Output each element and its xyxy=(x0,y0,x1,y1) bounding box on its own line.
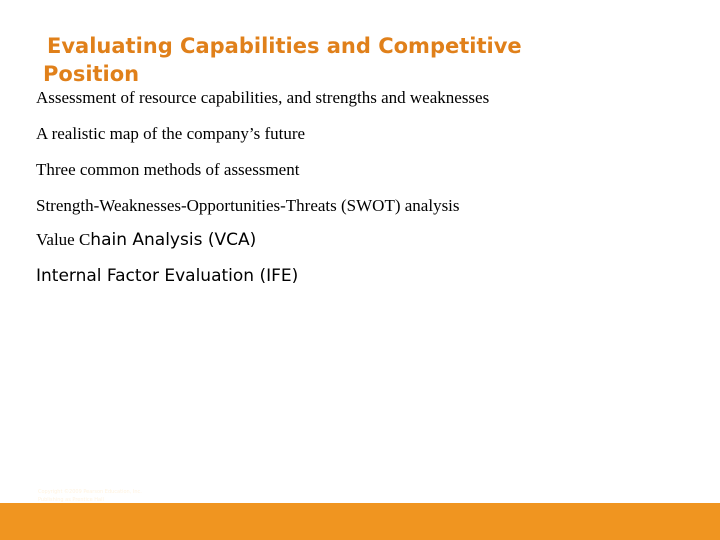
footer-bar xyxy=(0,503,720,540)
bullet-item-ife: Internal Factor Evaluation (IFE) xyxy=(36,266,299,286)
slide-title xyxy=(43,32,643,88)
bullet-item: A realistic map of the company’s future xyxy=(36,124,306,143)
copyright-small xyxy=(38,488,142,504)
slide-title-line-1: Evaluating Capabilities and Competitive xyxy=(47,34,522,58)
copyright-main: Copyright © 2011 Pearson Education xyxy=(172,486,340,496)
slide-reference: Ch 4 -24 xyxy=(20,480,54,489)
bullet-item-vca-serif-part: Value C xyxy=(36,230,91,249)
bullet-item: Three common methods of assessment xyxy=(36,160,300,179)
bullet-item: Assessment of resource capabilities, and strengths and weaknesses xyxy=(36,88,490,107)
slide-title-line-2: Position xyxy=(43,62,140,86)
copyright-small-line-1: Copyright ©2009 Pearson Education, Inc. xyxy=(38,489,142,495)
bullet-item-vca-sans-part: hain Analysis (VCA) xyxy=(90,230,257,250)
copyright-small-line-2: Publishing as Prentice Hall xyxy=(38,497,104,503)
bullet-item-vca xyxy=(36,230,256,250)
bullet-item: Strength-Weaknesses-Opportunities-Threats (SWOT) analysis xyxy=(36,196,460,215)
